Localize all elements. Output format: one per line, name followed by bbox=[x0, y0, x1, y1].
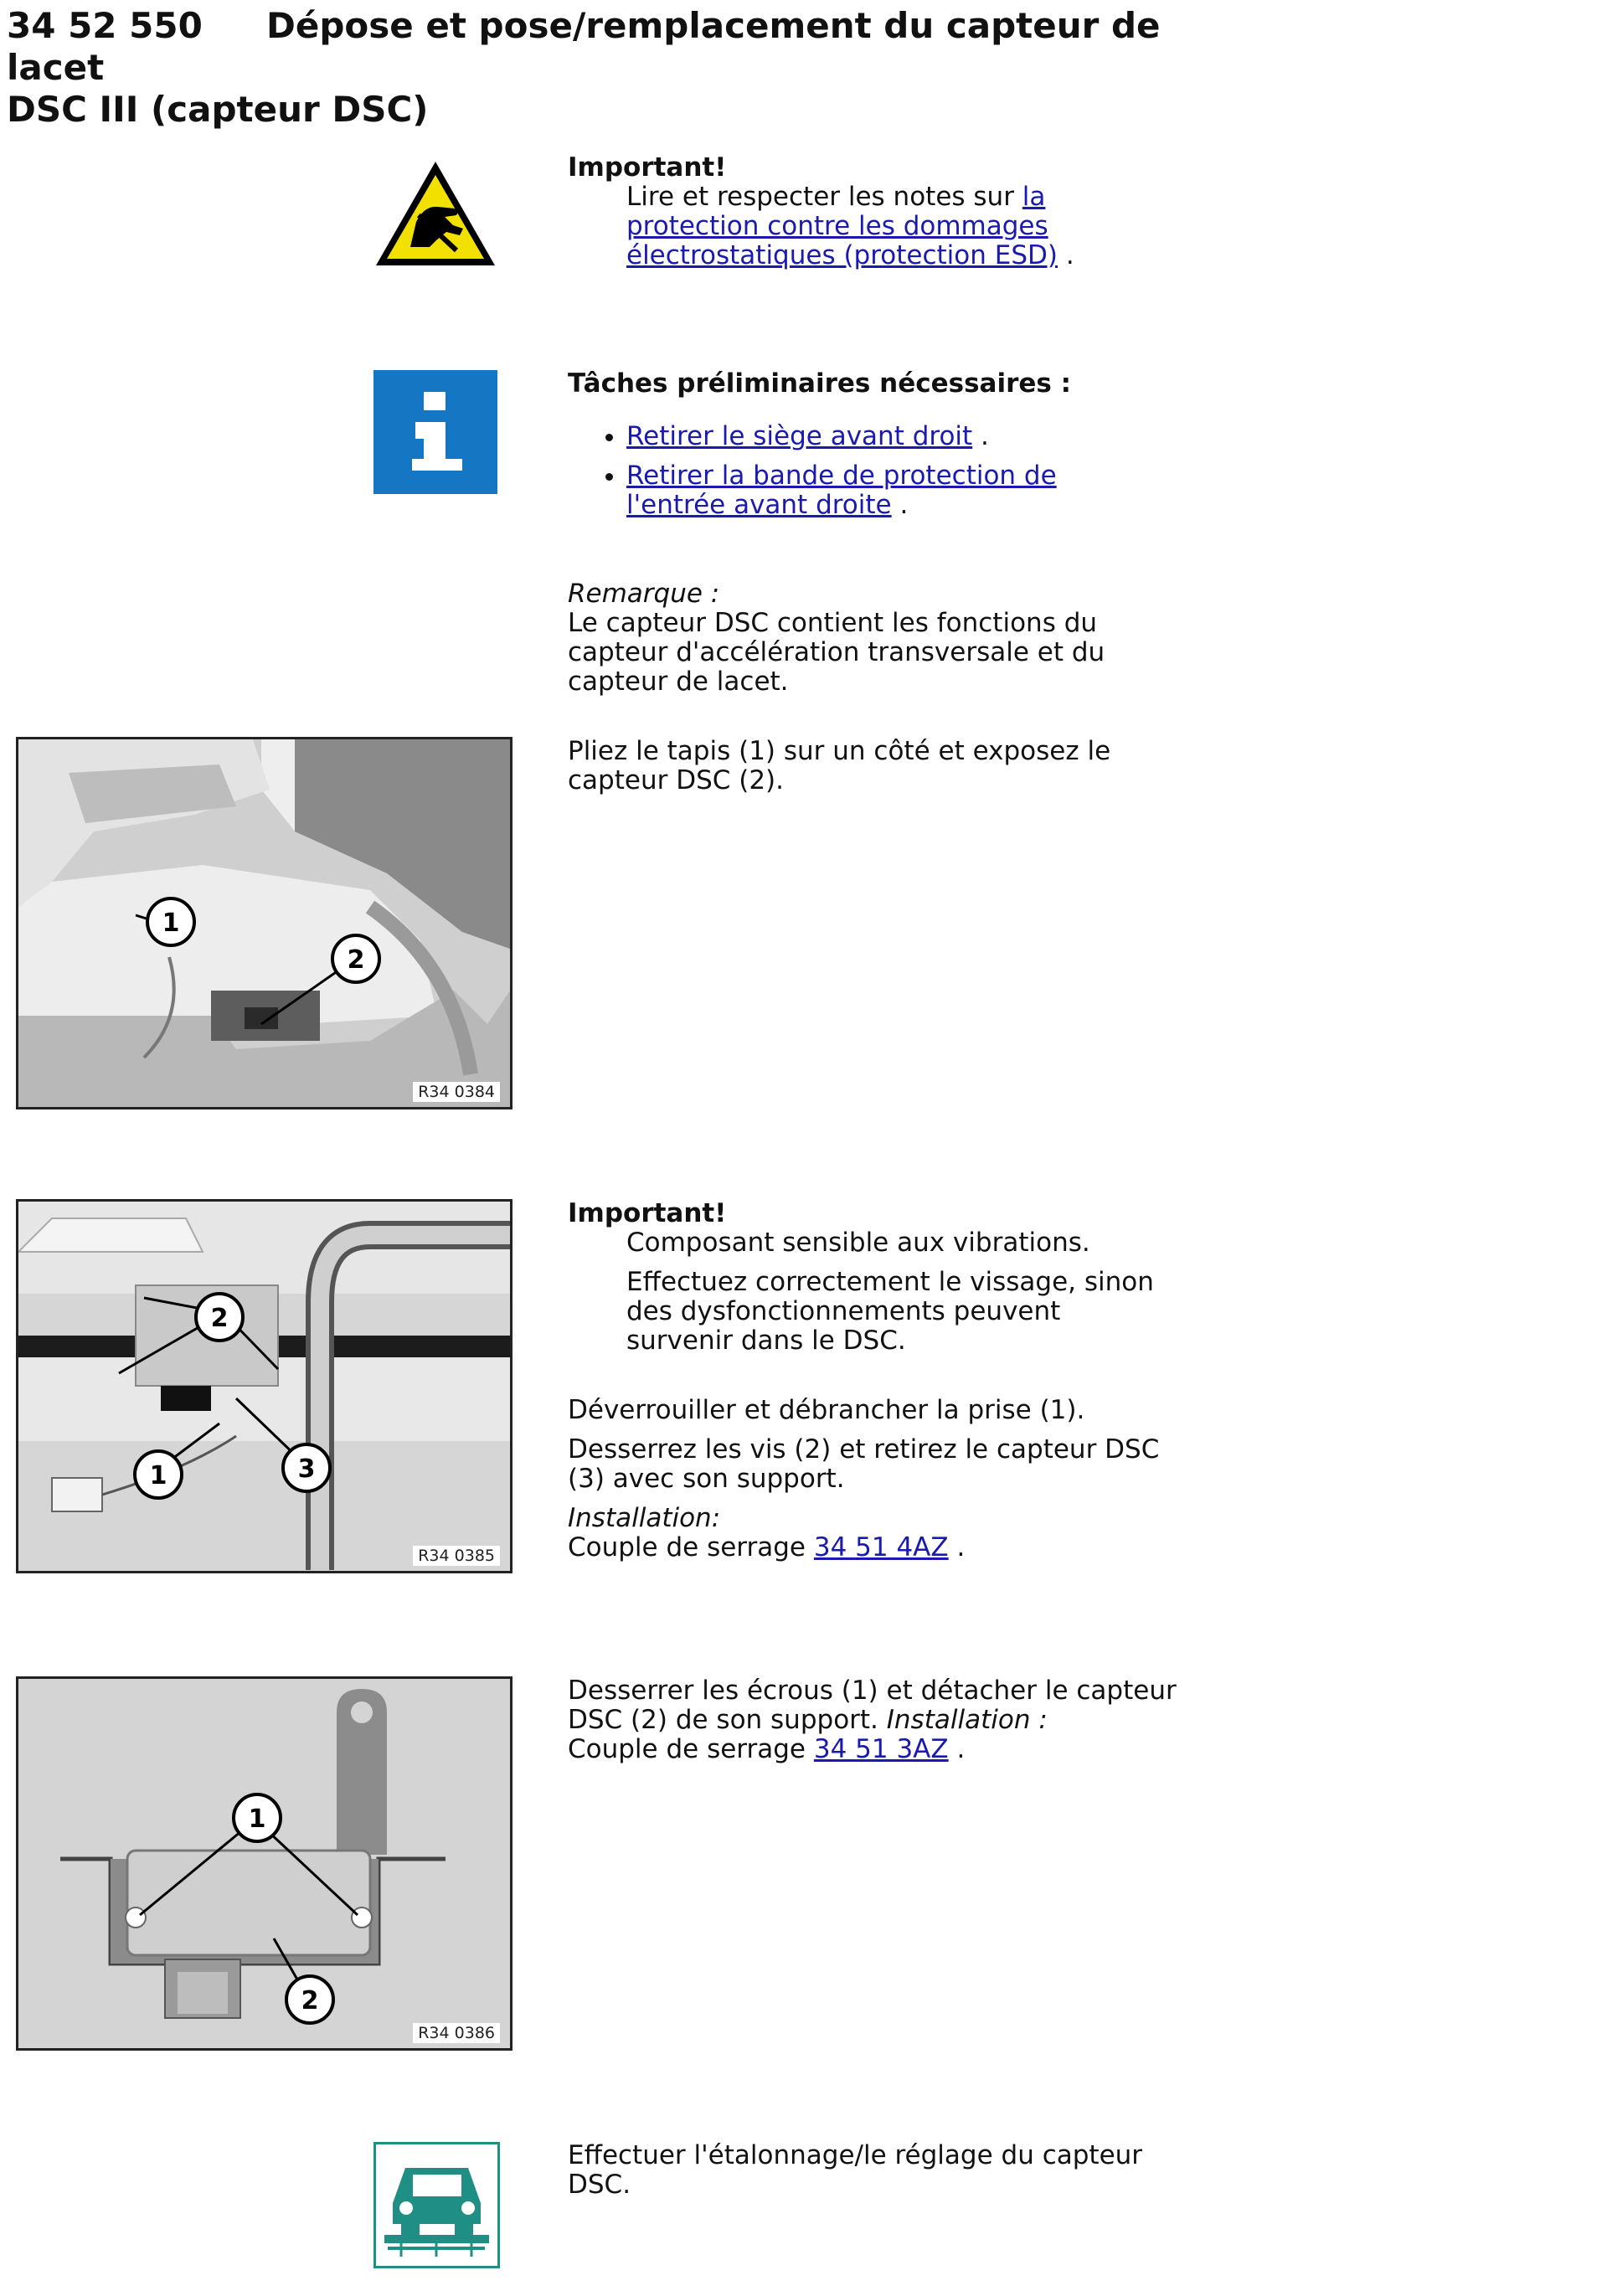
doc-number: 34 52 550 bbox=[7, 5, 203, 46]
title-line1: Dépose et pose/remplacement du capteur de lacet bbox=[7, 5, 1161, 88]
figure-r34-0385 bbox=[16, 1199, 512, 1573]
remark-text: Le capteur DSC contient les fonctions du capteur d'accélération transversale et du capteur de lacet. bbox=[568, 608, 1105, 697]
torque-line bbox=[568, 1735, 1187, 1764]
torque-suffix: . bbox=[948, 1734, 966, 1764]
callout-2: 2 bbox=[301, 1986, 319, 2015]
remove-trim-strip-link[interactable]: Retirer la bande de protection de l'entrée avant droite bbox=[626, 461, 1057, 520]
remove-sensor-instruction: Desserrez les vis (2) et retirez le capteur DSC (3) avec son support. bbox=[568, 1434, 1160, 1494]
callout-2: 2 bbox=[347, 945, 365, 975]
callout-1: 1 bbox=[162, 909, 180, 938]
torque-spec-link[interactable]: 34 51 4AZ bbox=[813, 1532, 949, 1562]
unplug-instruction: Déverrouiller et débrancher la prise (1). bbox=[568, 1395, 1085, 1425]
callout-1: 1 bbox=[248, 1804, 266, 1834]
image-reference: R34 0385 bbox=[413, 1546, 500, 1566]
esd-warning-icon bbox=[373, 157, 498, 270]
important-heading: Important! bbox=[568, 152, 727, 183]
preliminary-tasks bbox=[568, 369, 1204, 530]
remark-label: Remarque : bbox=[568, 579, 720, 609]
callout-3: 3 bbox=[297, 1454, 316, 1484]
torque-suffix: . bbox=[948, 1532, 966, 1562]
list-item-suffix: . bbox=[891, 490, 909, 520]
important-text: Lire et respecter les notes sur bbox=[626, 182, 1022, 212]
nuts-instruction: Desserrer les écrous (1) et détacher le capteur DSC (2) de son support. bbox=[568, 1676, 1177, 1735]
important-notice-esd bbox=[568, 153, 1204, 270]
step3-instruction bbox=[568, 1676, 1187, 1735]
remove-seat-link[interactable]: Retirer le siège avant droit bbox=[626, 421, 973, 451]
list-item bbox=[626, 461, 1146, 520]
figure-r34-0386 bbox=[16, 1676, 512, 2051]
torque-label: Couple de serrage bbox=[568, 1532, 814, 1562]
prelim-list bbox=[509, 422, 1146, 520]
screw-warning: Effectuez correctement le vissage, sinon des dysfonctionnements peuvent survenir dans le DSC. bbox=[626, 1267, 1154, 1356]
prelim-heading: Tâches préliminaires nécessaires : bbox=[568, 368, 1072, 399]
installation-label: Installation: bbox=[568, 1503, 721, 1533]
callout-1: 1 bbox=[149, 1461, 167, 1490]
vibration-warning: Composant sensible aux vibrations. bbox=[626, 1228, 1090, 1258]
installation-label: Installation : bbox=[886, 1705, 1048, 1735]
callout-2: 2 bbox=[210, 1304, 229, 1333]
image-reference: R34 0384 bbox=[413, 1082, 500, 1102]
remark-block bbox=[568, 579, 1204, 697]
title-line2: DSC III (capteur DSC) bbox=[7, 89, 429, 130]
important-body bbox=[568, 183, 1146, 270]
image-reference: R34 0386 bbox=[413, 2023, 500, 2043]
list-item-suffix: . bbox=[972, 421, 989, 451]
page-title bbox=[7, 5, 1179, 131]
important-text-after: . bbox=[1058, 240, 1074, 270]
info-icon bbox=[373, 370, 497, 494]
calibration-instruction: Effectuer l'étalonnage/le réglage du capteur DSC. bbox=[568, 2140, 1143, 2200]
list-item bbox=[626, 422, 1146, 451]
torque-label: Couple de serrage bbox=[568, 1734, 814, 1764]
step3-block bbox=[568, 1676, 1187, 1764]
figure-r34-0384 bbox=[16, 737, 512, 1109]
important-heading: Important! bbox=[568, 1198, 727, 1228]
torque-spec-link[interactable]: 34 51 3AZ bbox=[813, 1734, 949, 1764]
step1-text: Pliez le tapis (1) sur un côté et exposez le capteur DSC (2). bbox=[568, 736, 1111, 795]
step2-block bbox=[568, 1199, 1204, 1562]
esd-protection-link[interactable]: la protection contre les dommages électrostatiques (protection ESD) bbox=[626, 182, 1058, 270]
torque-line bbox=[568, 1533, 1204, 1562]
calibration-car-icon bbox=[373, 2142, 500, 2268]
